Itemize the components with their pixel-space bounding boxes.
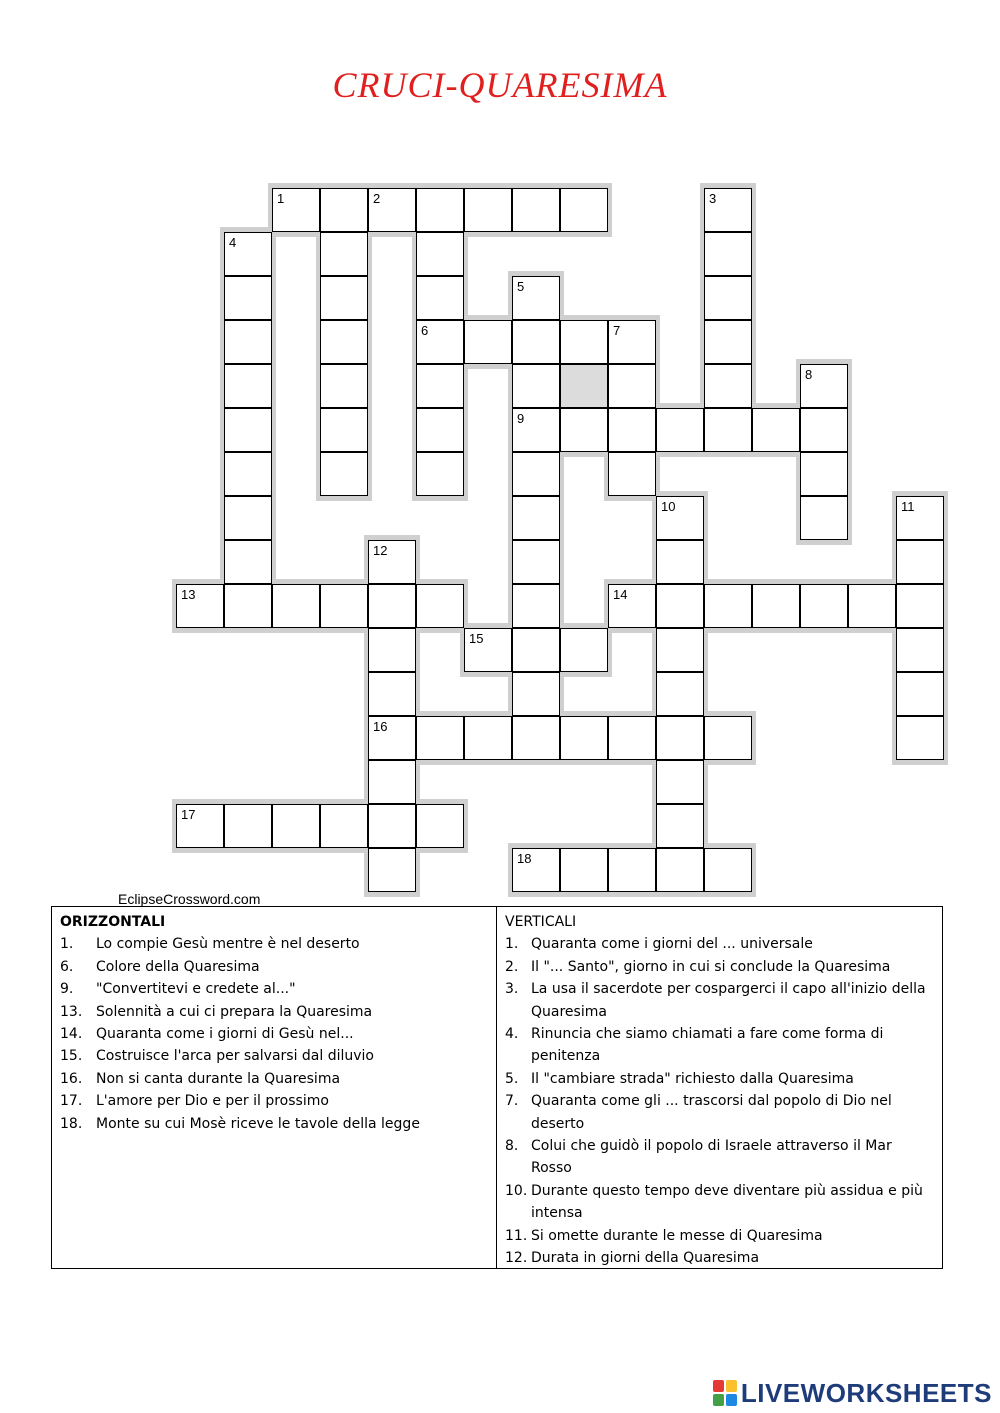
crossword-cell[interactable] (320, 364, 368, 408)
crossword-cell[interactable] (464, 628, 512, 672)
crossword-cell[interactable] (752, 584, 800, 628)
crossword-cell[interactable] (848, 584, 896, 628)
crossword-cell[interactable] (704, 584, 752, 628)
clue-number: 1. (60, 936, 74, 953)
clue-number: 15. (60, 1048, 83, 1065)
clue-number: 17 (181, 807, 196, 822)
crossword-cell[interactable] (416, 364, 464, 408)
crossword-cell[interactable] (320, 232, 368, 276)
clue-number: 10 (661, 499, 676, 514)
clues-table (51, 906, 943, 1269)
clue-item (505, 1068, 934, 1090)
clue-item (60, 1023, 488, 1045)
clue-item (505, 1023, 934, 1068)
crossword-cell[interactable] (416, 584, 464, 628)
crossword-cell[interactable] (704, 848, 752, 892)
crossword-cell[interactable] (512, 848, 560, 892)
crossword-cell[interactable] (560, 628, 608, 672)
clue-item (505, 1247, 934, 1269)
crossword-cell[interactable] (368, 628, 416, 672)
crossword-cell[interactable] (224, 364, 272, 408)
down-list (505, 933, 934, 1269)
crossword-cell[interactable] (704, 716, 752, 760)
crossword-cell[interactable] (464, 320, 512, 364)
crossword-cell[interactable] (224, 804, 272, 848)
clue-item (60, 1090, 488, 1112)
clue-number: 3. (505, 981, 519, 998)
clue-item (60, 978, 488, 1000)
logo-square (726, 1380, 737, 1392)
crossword-cell[interactable] (560, 716, 608, 760)
clue-number: 10. (505, 1182, 528, 1199)
crossword-cell[interactable] (512, 496, 560, 540)
crossword-cell[interactable] (368, 188, 416, 232)
clue-number: 5. (505, 1070, 519, 1087)
clue-text: Durante questo tempo deve diventare più assidua e più intensa (531, 1182, 923, 1222)
clue-text: L'amore per Dio e per il prossimo (96, 1093, 329, 1110)
clue-number: 17. (60, 1093, 83, 1110)
logo-square (713, 1380, 724, 1392)
clue-text: La usa il sacerdote per cospargerci il capo all'inizio della Quaresima (531, 981, 926, 1020)
crossword-cell[interactable] (224, 452, 272, 496)
clue-text: Durata in giorni della Quaresima (531, 1250, 760, 1267)
crossword-cell[interactable] (224, 408, 272, 452)
clue-text: Quaranta come i giorni di Gesù nel... (96, 1026, 354, 1043)
clue-text: Lo compie Gesù mentre è nel deserto (96, 936, 360, 953)
crossword-cell[interactable] (656, 496, 704, 540)
crossword-cell[interactable] (704, 408, 752, 452)
crossword-cell[interactable] (320, 276, 368, 320)
liveworksheets-logo (713, 1378, 992, 1408)
across-clues (52, 907, 497, 1268)
clue-number: 16 (373, 719, 388, 734)
clue-number: 13 (181, 587, 196, 602)
crossword-cell[interactable] (224, 232, 272, 276)
clue-number: 3 (709, 191, 717, 206)
clue-item (505, 956, 934, 978)
crossword-cell[interactable] (368, 540, 416, 584)
clue-number: 2. (505, 958, 519, 975)
clue-text: Rinuncia che siamo chiamati a fare come forma di penitenza (531, 1026, 884, 1065)
crossword-cell[interactable] (560, 364, 608, 408)
crossword-cell[interactable] (512, 408, 560, 452)
crossword-cell[interactable] (416, 452, 464, 496)
clue-text: Il "cambiare strada" richiesto dalla Quaresima (531, 1070, 854, 1087)
crossword-cell[interactable] (416, 320, 464, 364)
clue-number: 8 (805, 367, 813, 382)
clue-item (60, 1045, 488, 1067)
clue-item (60, 1068, 488, 1090)
clue-number: 7 (613, 323, 621, 338)
crossword-cell[interactable] (656, 408, 704, 452)
crossword-cell[interactable] (176, 584, 224, 628)
across-list (60, 933, 488, 1135)
clue-number: 14 (613, 587, 628, 602)
down-clues (497, 907, 942, 1268)
crossword-cell[interactable] (560, 408, 608, 452)
clue-text: Quaranta come gli ... trascorsi dal popolo di Dio nel deserto (531, 1093, 892, 1132)
crossword-cell[interactable] (752, 408, 800, 452)
clue-text: Solennità a cui ci prepara la Quaresima (96, 1003, 373, 1020)
crossword-cell[interactable] (512, 716, 560, 760)
crossword-cell[interactable] (608, 452, 656, 496)
logo-square (726, 1394, 737, 1406)
watermark: EclipseCrossword.com (118, 891, 261, 907)
crossword-cell[interactable] (320, 452, 368, 496)
clue-number: 9 (517, 411, 525, 426)
crossword-cell[interactable] (464, 716, 512, 760)
page-title: CRUCI-QUARESIMA (332, 65, 668, 105)
clue-text: Il "... Santo", giorno in cui si conclude la Quaresima (531, 958, 891, 975)
clue-item (505, 1090, 934, 1135)
clue-number: 7. (505, 1093, 519, 1110)
clue-item (60, 1113, 488, 1135)
clue-item (60, 1001, 488, 1023)
crossword-cell[interactable] (512, 320, 560, 364)
crossword-cell[interactable] (464, 188, 512, 232)
crossword-cell[interactable] (512, 276, 560, 320)
clue-number: 12. (505, 1250, 528, 1267)
crossword-cell[interactable] (416, 408, 464, 452)
across-heading: ORIZZONTALI (60, 914, 166, 930)
down-heading: VERTICALI (505, 914, 577, 930)
clue-number: 15 (469, 631, 484, 646)
crossword-cell[interactable] (656, 760, 704, 804)
clue-text: Costruisce l'arca per salvarsi dal diluvio (96, 1048, 374, 1065)
crossword-cell[interactable] (320, 188, 368, 232)
crossword-cell[interactable] (368, 760, 416, 804)
crossword-cell[interactable] (320, 804, 368, 848)
clue-text: Si omette durante le messe di Quaresima (531, 1227, 823, 1244)
crossword-cell[interactable] (416, 276, 464, 320)
crossword-cell[interactable] (896, 496, 944, 540)
clue-number: 11. (505, 1227, 528, 1244)
crossword-cell[interactable] (560, 188, 608, 232)
clue-number: 2 (373, 191, 381, 206)
crossword-cell[interactable] (272, 804, 320, 848)
clue-number: 9. (60, 981, 74, 998)
crossword-cell[interactable] (800, 408, 848, 452)
crossword-cell[interactable] (896, 628, 944, 672)
clue-number: 1 (277, 191, 285, 206)
crossword-cell[interactable] (656, 584, 704, 628)
clue-number: 1. (505, 936, 519, 953)
crossword-cell[interactable] (224, 540, 272, 584)
crossword-cell[interactable] (896, 584, 944, 628)
logo-square (713, 1394, 724, 1406)
crossword-cell[interactable] (416, 804, 464, 848)
crossword-cell[interactable] (272, 584, 320, 628)
crossword-cell[interactable] (416, 232, 464, 276)
clue-text: Quaranta come i giorni del ... universale (531, 936, 813, 953)
crossword-cell[interactable] (800, 584, 848, 628)
crossword-cell[interactable] (320, 408, 368, 452)
clue-text: Non si canta durante la Quaresima (96, 1070, 341, 1087)
crossword-cell[interactable] (896, 540, 944, 584)
crossword-cell[interactable] (176, 804, 224, 848)
clue-text: Monte su cui Mosè riceve le tavole della legge (96, 1115, 420, 1132)
crossword-cell[interactable] (512, 540, 560, 584)
crossword-cell[interactable] (800, 452, 848, 496)
crossword-cell[interactable] (656, 848, 704, 892)
clue-number: 4 (229, 235, 237, 250)
crossword-cell[interactable] (896, 672, 944, 716)
crossword-cell[interactable] (656, 672, 704, 716)
crossword-cell[interactable] (512, 188, 560, 232)
clue-text: Colore della Quaresima (96, 958, 260, 975)
crossword-cell[interactable] (608, 848, 656, 892)
crossword-cell[interactable] (560, 848, 608, 892)
crossword-cell[interactable] (512, 628, 560, 672)
logo-text: LIVEWORKSHEETS (740, 1377, 992, 1408)
crossword-cell[interactable] (224, 276, 272, 320)
crossword-cell[interactable] (272, 188, 320, 232)
crossword-cell[interactable] (704, 232, 752, 276)
clue-text: Colui che guidò il popolo di Israele attraverso il Mar Rosso (531, 1138, 892, 1177)
crossword-cell[interactable] (512, 584, 560, 628)
clue-item (505, 1135, 934, 1180)
crossword-cell[interactable] (512, 452, 560, 496)
crossword-cell[interactable] (368, 716, 416, 760)
crossword-cell[interactable] (608, 364, 656, 408)
clue-number: 6. (60, 958, 74, 975)
crossword-cell[interactable] (416, 716, 464, 760)
crossword-cell[interactable] (704, 320, 752, 364)
clue-number: 16. (60, 1070, 83, 1087)
logo-icon (713, 1380, 737, 1406)
crossword-cell[interactable] (656, 804, 704, 848)
crossword-cell[interactable] (608, 584, 656, 628)
crossword-cell[interactable] (416, 188, 464, 232)
crossword-cell[interactable] (800, 496, 848, 540)
clue-number: 6 (421, 323, 429, 338)
clue-number: 8. (505, 1138, 519, 1155)
crossword-cell[interactable] (656, 628, 704, 672)
crossword-cell[interactable] (656, 540, 704, 584)
clue-item (505, 978, 934, 1023)
crossword-cell[interactable] (704, 188, 752, 232)
crossword-cell[interactable] (368, 804, 416, 848)
crossword-cell[interactable] (224, 584, 272, 628)
clue-text: "Convertitevi e credete al..." (96, 981, 296, 998)
crossword-cell[interactable] (800, 364, 848, 408)
crossword-cell[interactable] (224, 320, 272, 364)
crossword-cell[interactable] (608, 408, 656, 452)
clue-number: 14. (60, 1026, 83, 1043)
crossword-cell[interactable] (512, 672, 560, 716)
crossword-cell[interactable] (368, 584, 416, 628)
crossword-cell[interactable] (656, 716, 704, 760)
crossword-cell[interactable] (560, 320, 608, 364)
crossword-cell[interactable] (704, 364, 752, 408)
clue-number: 11 (901, 499, 915, 514)
crossword-cell[interactable] (320, 320, 368, 364)
clue-number: 12 (373, 543, 388, 558)
clue-number: 13. (60, 1003, 83, 1020)
clue-item (505, 1225, 934, 1247)
clue-number: 18 (517, 851, 532, 866)
crossword-cell[interactable] (704, 276, 752, 320)
clue-number: 18. (60, 1115, 83, 1132)
crossword-cell[interactable] (368, 672, 416, 716)
crossword-cell[interactable] (896, 716, 944, 760)
clue-number: 5 (517, 279, 525, 294)
clue-item (60, 933, 488, 955)
crossword-cell[interactable] (368, 848, 416, 892)
crossword-cell[interactable] (512, 364, 560, 408)
crossword-cell[interactable] (608, 320, 656, 364)
clue-number: 4. (505, 1026, 519, 1043)
clue-item (505, 1180, 934, 1225)
crossword-cell[interactable] (608, 716, 656, 760)
crossword-cell[interactable] (320, 584, 368, 628)
crossword-cell[interactable] (224, 496, 272, 540)
clue-item (60, 956, 488, 978)
clue-item (505, 933, 934, 955)
